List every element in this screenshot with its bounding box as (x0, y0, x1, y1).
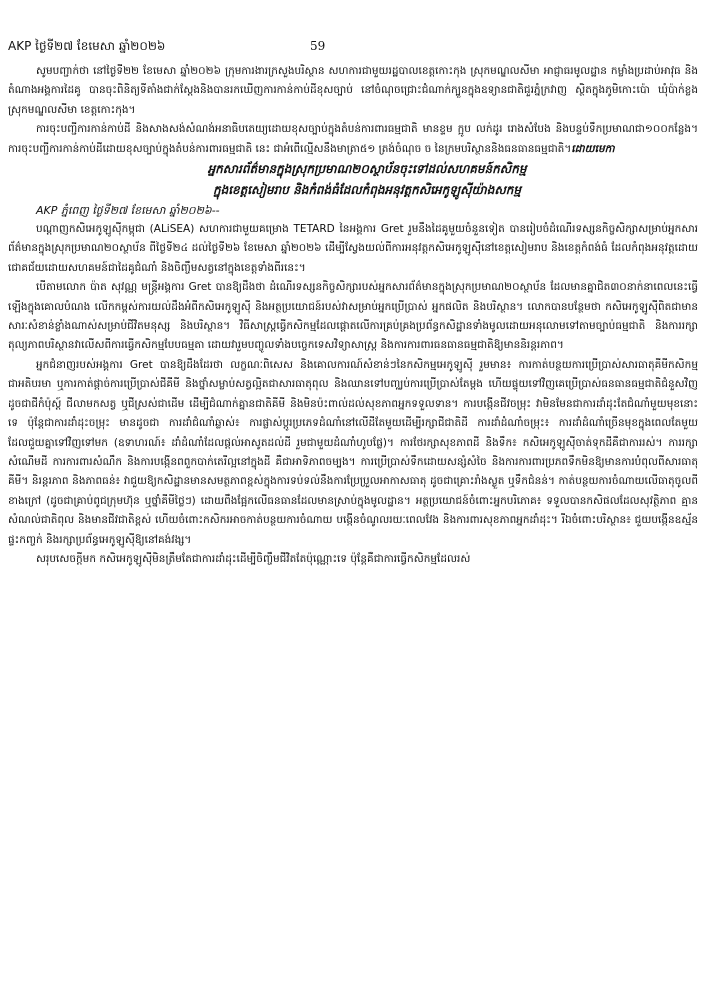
story2-dateline: AKP ភ្នំពេញ ថ្ងៃទី២៧ ខែមេសា ឆ្នាំ២០២៦-- (36, 204, 220, 218)
page-header (8, 38, 698, 56)
story2-paragraph-2: បើតាមលោក ប៉ាត សុវណ្ណ មន្ត្រីអង្គការ Gret បានឱ្យដឹងថា ដំណើរទស្សនកិច្ចសិក្សារបស់អ្នកសារព័ត៌មានក្នុងស្រុកប្រមាណ២០ស្ថាប័ន ដែលមានគ្នាជិត៣០នាក់នាពេលនេះធ្វើឡើងក្នុងគោលបំណង លើកកម្ពស់ការយល់ដឹងអំពីកសិអេកូឡូស៊ី និងអត្ថប្រយោជន៍របស់វាសម្រាប់អ្នកប្រើប្រាស់ អ្នកផលិត និងបរិស្ថាន។ លោកបានបន្ថែមថា កសិអេកូឡូស៊ីពិតជាមានសារៈសំខាន់ខ្លាំងណាស់សម្រាប់ជីវិតមនុស្ស និងបរិស្ថាន។ វិធីសាស្ត្រធ្វើកសិកម្មដែលផ្តោតលើការគ្រប់គ្រងប្រព័ន្ធកសិដ្ឋានទាំងមូលដោយអនុលោមទៅតាមច្បាប់ធម្មជាតិ និងការរក្សាតុល្យភាពបរិស្ថានវាលើសពីការធ្វើកសិកម្មបែបធម្មតា ដោយវារួមបញ្ចូលទាំងបច្ចេកទេសវិទ្យាសាស្ត្រ និងការការពារធនធានធម្មជាតិឱ្យមាននិរន្តរភាព។ (8, 281, 698, 352)
source-date: AKP ថ្ងៃទី២៧ ខែមេសា ឆ្នាំ២០២៦ (8, 39, 166, 53)
page-number: 59 (310, 39, 326, 53)
article-body (8, 62, 698, 569)
story1-paragraph-2-text: ការចុះបញ្ជីការកាន់កាប់ដី និងសាងសង់សំណង់អនាធិបតេយ្យដោយខុសច្បាប់ក្នុងតំបន់ការពារធម្មជាតិ មានខ្ទម ក្អូប លក់ដូរ រោងសំបែង និងបន្ទប់ទឹកប្រមាណជា១០០កន្លែង។ ការចុះបញ្ជីការកាន់កាប់ដីដោយខុសច្បាប់ក្នុងតំបន់ការពារធម្មជាតិ នេះ ជាអំពើល្មើសនឹងមាត្រា៥១ ត្រង់ចំណុច ច នៃក្រមបរិស្ថាននិងធនធានធម្មជាតិ។ (8, 123, 698, 155)
story2-headline-line-1: អ្នកសារព័ត៌មានក្នុងស្រុកប្រមាណ២០ស្ថាប័នចុះទៅដល់សហគមន៍កសិកម្ម (207, 162, 527, 177)
story2-paragraph-4: សរុបសេចក្តីមក កសិអេកូឡូស៊ីមិនត្រឹមតែជាការដាំដុះដើម្បីចិញ្ចឹមជីវិតតែប៉ុណ្ណោះទេ ប៉ុន្តែគឺជាការធ្វើកសិកម្មដែលរស់ (36, 552, 471, 565)
story2-paragraph-1: បណ្តាញកសិអេកូឡូស៊ីកម្ពុជា (ALiSEA) សហការជាមួយគម្រោង TETARD នៃអង្គការ Gret រួមនឹងដៃគូមួយចំនួនទៀត បានរៀបចំដំណើរទស្សនកិច្ចសិក្សាសម្រាប់អ្នកសារព័ត៌មានក្នុងស្រុកប្រមាណ២០ស្ថាប័ន ពីថ្ងៃទី២៤ ដល់ថ្ងៃទី២៦ ខែមេសា ឆ្នាំ២០២៦ ដើម្បីស្វែងយល់ពីការអនុវត្តកសិអេកូឡូស៊ីនៅខេត្តសៀមរាប និងខេត្តកំពង់ធំ ដែលកំពុងអនុវត្តដោយជោគជ័យដោយសហគមន៍ជាដៃគូជំណាំ និងចិញ្ចឹមសត្វនៅក្នុងខេត្តទាំងពីរនេះ។ (8, 223, 698, 274)
story2-paragraph-3: អ្នកជំនាញរបស់អង្គការ Gret បានឱ្យដឹងដែរថា លក្ខណៈពិសេស និងគោលការណ៍សំខាន់ៗនៃកសិកម្មអេកូឡូស៊ី រួមមាន៖ ការកាត់បន្ថយការប្រើប្រាស់សារធាតុគីមីកសិកម្មជាអតិបរមា ឬការកាត់ផ្តាច់ការប្រើប្រាស់ជីគីមី និងថ្នាំសម្លាប់សត្វល្អិតជាសារធាតុពុល និងឈានទៅបញ្ឈប់ការប្រើប្រាស់តែម្តង ហើយផ្ទុយទៅវិញគេប្រើប្រាស់ធនធានធម្មជាតិជំនួសវិញ ដូចជាជីកំប៉ុស្ត៍ ជីលាមកសត្វ ឬជីស្រស់ជាដើម ដើម្បីជំណាក់គ្នានជាតិគីមី និងមិនប៉ះពាល់ដល់សុខភាពអ្នកទទួលទាន។ ការបង្កើនជីវចម្រុះ វាមិនមែនជាការដាំដុះតែជំណាំមួយមុខនោះទេ ប៉ុន្តែជាការដាំដុះចម្រុះ មានដូចជា ការដាំជំណាំឆ្លាស់៖ ការផ្លាស់ប្តូរប្រភេទដំណាំនៅលើដីតែមួយដើម្បីរក្សាជីជាតិដី ការដាំដំណាំចម្រុះ៖ ការដាំដំណាំច្រើនមុខក្នុងពេលតែមួយ ដែលជួយគ្នាទៅវិញទៅមក (ឧទាហរណ៍៖ ដាំដំណាំដែលផ្តល់អាសូតដល់ដី រួមជាមួយដំណាំហូបផ្លែ)។ ការថែរក្សាសុខភាពដី និងទឹក៖ កសិអេកូឡូស៊ីចាត់ទុកដីគឺជាការរស់។ ការរក្សាសំណើមដី ការការពារសំណឹក និងការបង្កើនពពួកបាក់តេរីល្អនៅក្នុងដី គឺជាអាទិភាពចម្បង។ ការប្រើប្រាស់ទឹកដោយសន្សំសំចៃ និងការការពារប្រភពទឹកមិនឱ្យមានការបំពុលពីសារធាតុគីមី។ និរន្តរភាព និងភាពធន់៖ វាជួយឱ្យកសិដ្ឋានមានសមត្ថភាពខ្ពស់ក្នុងការទប់ទល់នឹងការប្រែប្រួលអាកាសធាតុ ដូចជាគ្រោះរាំងស្ងួត ឬទឹកជំនន់។ កាត់បន្ថយការចំណាយលើធាតុចូលពីខាងក្រៅ (ដូចជាគ្រាប់ពូជក្រុមហ៊ុន ឬថ្នាំគីមីថ្លៃៗ) ដោយពឹងផ្អែកលើធនធានដែលមានស្រាប់ក្នុងមូលដ្ឋាន។ អត្ថប្រយោជន៍ចំពោះអ្នកបរិភោគ៖ ទទួលបានកសិផលដែលសុវត្ថិភាព គ្មានសំណល់ជាតិពុល និងមានជីវជាតិខ្ពស់ ហើយចំពោះកសិករអាចកាត់បន្ថយការចំណាយ បង្កើនចំណូលរយៈពេលវែង និងការពារសុខភាពអ្នកដាំដុះ។ រីឯចំពោះបរិស្ថាន៖ ជួយបង្កើនឧស្ម័នផ្ទះកញ្ចក់ និងរក្សាប្រព័ន្ធអេកូឡូស៊ីឱ្យនៅគង់វង្ស។ (8, 358, 698, 546)
story1-credit: ដោយមេកា (571, 142, 615, 155)
story1-paragraph-1: សូមបញ្ជាក់ថា នៅថ្ងៃទី២២ ខែមេសា ឆ្នាំ២០២៦ ក្រុមការងារក្រសួងបរិស្ថាន សហការជាមួយរដ្ឋបាលខេត្តកោះកុង ស្រុកមណ្ឌលសីមា អាជ្ញាធរមូលដ្ឋាន កម្លាំងប្រដាប់អាវុធ និងតំណាងអង្គការដៃគូ បានចុះពិនិត្យទីតាំងជាក់ស្តែងនិងបានរកឃើញការកាន់កាប់ដីខុសច្បាប់ នៅចំណុចជ្រោះជំណាក់ក្បួនក្នុងឧទ្យានជាតិជួរភ្នំក្រវាញ ស្ថិតក្នុងភូមិកោះប៉ោ ឃុំប៉ាក់ខ្លង ស្រុកមណ្ឌលសីមា ខេត្តកោះកុង។ (8, 65, 698, 116)
story2-headline-line-2: ក្នុងខេត្តសៀមរាប និងកំពង់ធំដែលកំពុងអនុវត្តកសិអេកូឡូស៊ីយ៉ាងសកម្ម (212, 183, 522, 198)
story1-paragraph-2 (8, 120, 698, 159)
